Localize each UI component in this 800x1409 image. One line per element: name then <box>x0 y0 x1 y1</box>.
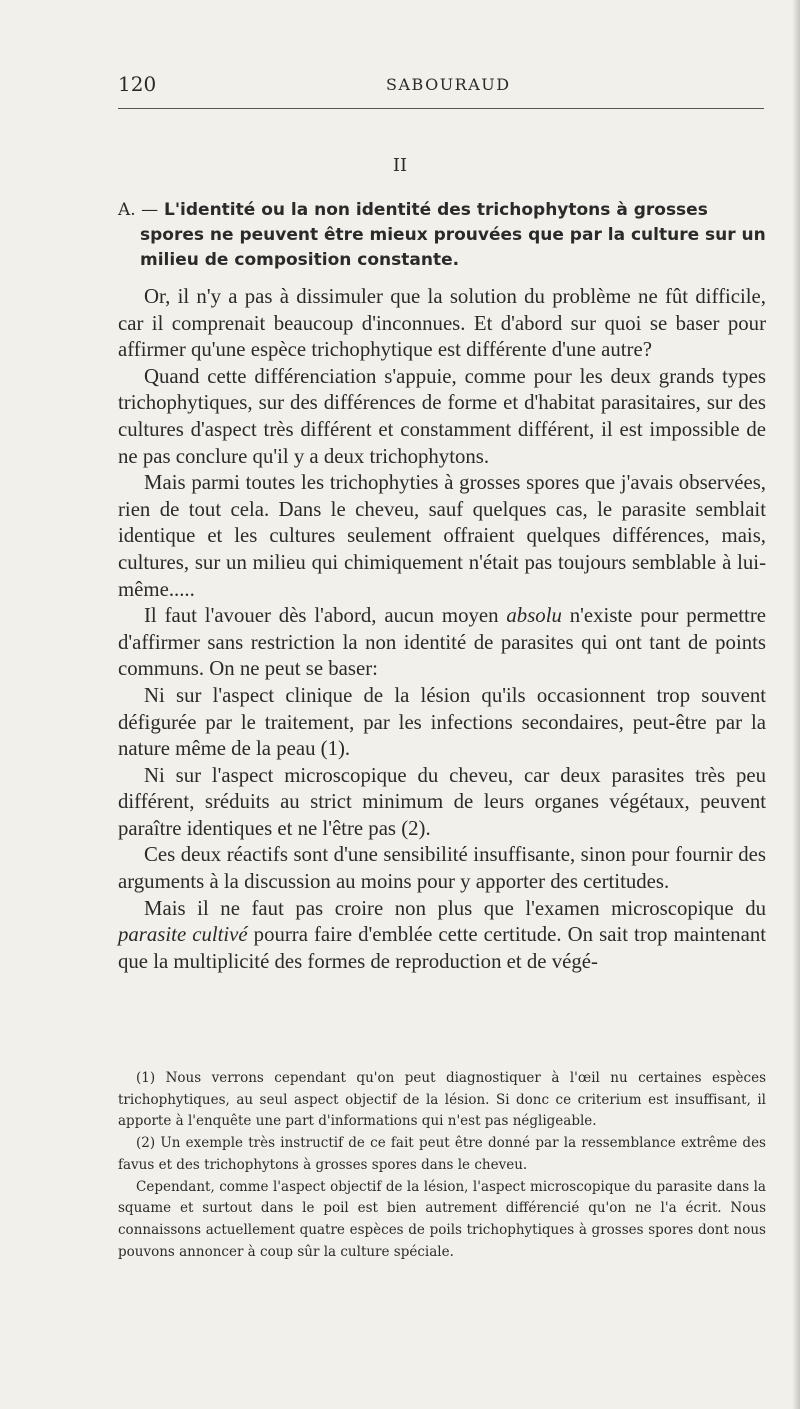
heading-lead: A. — <box>118 200 159 220</box>
paragraph <box>118 896 766 976</box>
paragraph-text: n'existe pour permettre d'affirmer sans restriction la non identité de parasites qui ont tant de points communs. On ne peut se baser: <box>118 604 766 681</box>
footnote: Cependant, comme l'aspect objectif de la lésion, l'aspect microscopique du parasite dans la squame et surtout dans le poil est bien autrement différencié qu'on ne l'a écrit. Nous connaissons actuellement quatre espèces de poils trichophytiques à grosses spores dont nous pouvons annoncer à coup sûr la culture spéciale. <box>118 1178 766 1260</box>
paragraph: Or, il n'y a pas à dissimuler que la solution du problème ne fût difficile, car il comprenait beaucoup d'inconnues. Et d'abord sur quoi se baser pour affirmer qu'une espèce trichophytique est différente d'une autre? <box>118 285 766 362</box>
body-text <box>118 284 766 975</box>
paragraph: Ni sur l'aspect clinique de la lésion qu'ils occasionnent trop souvent défigurée par le traitement, par les infections secondaires, peut-être par la nature même de la peau (1). <box>118 683 766 761</box>
page-header <box>118 72 764 102</box>
paragraph: Ces deux réactifs sont d'une sensibilité insuffisante, sinon pour fournir des arguments à la discussion au moins pour y apporter des certitudes. <box>118 843 766 894</box>
page-number: 120 <box>118 72 157 96</box>
paragraph-text: pourra faire d'emblée cette certitude. On sait trop maintenant que la multiplicité des formes de reproduction et de végé- <box>118 923 766 973</box>
emphasis-text: absolu <box>506 604 562 628</box>
header-rule <box>118 108 764 109</box>
section-number: II <box>392 155 408 176</box>
footnotes <box>118 1068 766 1263</box>
emphasis-text: parasite cultivé <box>118 923 248 947</box>
paragraph: Ni sur l'aspect microscopique du cheveu, car deux parasites très peu différent, sréduits au strict minimum de leurs organes végétaux, peuvent paraître identiques et ne l'être pas (2). <box>118 763 766 840</box>
paragraph <box>118 603 766 683</box>
paragraph: Quand cette différenciation s'appuie, comme pour les deux grands types trichophytiques, sur des différences de forme et d'habitat parasitaires, sur des cultures d'aspect très différent et constamment différent, il est impossible de ne pas conclure qu'il y a deux trichophytons. <box>118 364 766 468</box>
running-title: SABOURAUD <box>386 75 511 94</box>
paragraph-text: Mais il ne faut pas croire non plus que l'examen microscopique du <box>144 896 766 920</box>
paragraph: Mais parmi toutes les trichophyties à grosses spores que j'avais observées, rien de tout cela. Dans le cheveu, sauf quelques cas, le parasite semblait identique et les cultures seulement offraient quelques différences, mais, cultures, sur un milieu qui chimiquement n'était pas toujours semblable à lui-même..... <box>118 471 766 601</box>
footnote: (2) Un exemple très instructif de ce fait peut être donné par la ressemblance extrême des favus et des trichophytons à grosses spores dans le cheveu. <box>118 1135 766 1173</box>
paragraph-text: Il faut l'avouer dès l'abord, aucun moyen <box>144 604 507 628</box>
heading-text: L'identité ou la non identité des trichophytons à grosses spores ne peuvent être mieux prouvées que par la culture sur un milieu de composition constante. <box>140 200 766 270</box>
page-edge-shadow <box>792 0 800 1409</box>
section-heading <box>118 198 766 273</box>
footnote: (1) Nous verrons cependant qu'on peut diagnostiquer à l'œil nu certaines espèces trichophytiques, au seul aspect objectif de la lésion. Si donc ce criterium est insuffisant, il apporte à l'enquête une part d'informations qui n'est pas négligeable. <box>118 1070 766 1130</box>
